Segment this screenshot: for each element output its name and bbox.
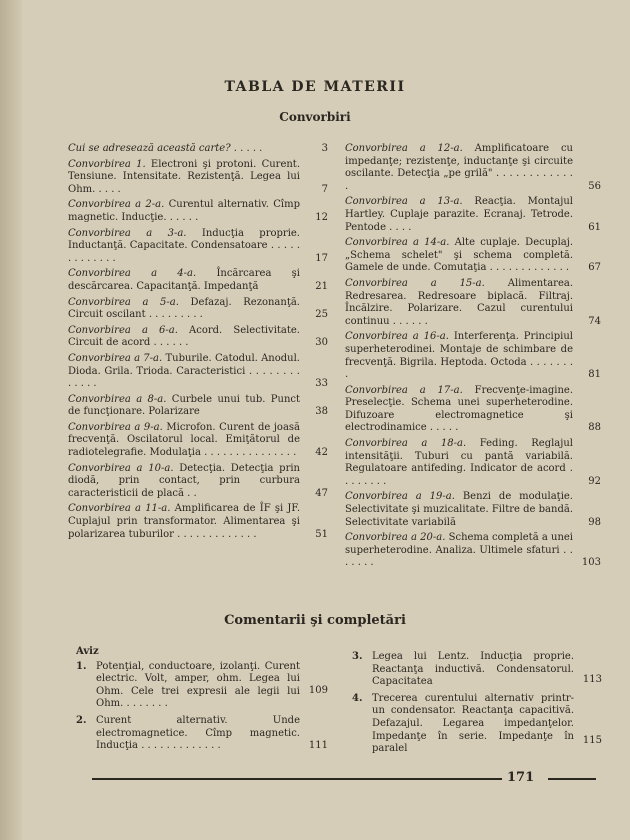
entry-page: 51 [315,528,328,540]
commentary-item [352,651,602,689]
entry-text: Feding. Reglajul intensităţii. Tuburi cu pantă variabilă. Regulatoare antifeding. Indicator de acord . . . . . . . . [345,438,573,487]
item-page: 113 [582,674,602,686]
entry-page: 92 [588,475,601,487]
entry-page: 56 [588,180,601,192]
toc-entry [68,503,328,541]
toc-entry [68,297,328,322]
item-number: 3. [352,651,363,662]
entry-text: Inducţia proprie. Inductanţă. Capacitate. Condensatoare . . . . . . . . . . . . . [68,227,300,264]
entry-text: Alimentarea. Redresarea. Redresoare biplacă. Filtraj. Încălzire. Polarizare. Cazul curentului continuu . . . . . . [345,277,573,327]
entry-title: Convorbirea a 18-a. [345,438,467,450]
item-text: Curent alternativ. Unde electromagnetice. Cîmp magnetic. Inducţia . . . . . . . . . . . . . [96,714,300,752]
commentary-item [76,661,328,711]
toc-entry [68,199,328,224]
toc-entry [345,385,601,435]
entry-page: 67 [588,262,601,274]
entry-text: Frecvenţe-imagine. Preselecţie. Schema unei superheterodine. Difuzoare electromagnetice şi electrodinamice . . . . . [345,384,573,434]
toc-entry [68,463,328,501]
toc-entry [345,196,601,234]
entry-title: Convorbirea a 12-a. [345,143,463,154]
entry-title: Convorbirea a 16-a. [345,331,449,343]
commentary-item [352,693,602,756]
entry-page: 74 [588,315,601,327]
toc-entry [68,394,328,419]
entry-page: 38 [315,406,328,418]
entry-page: 88 [588,422,601,434]
toc-entry [68,268,328,293]
entry-text: Reacţia. Montajul Hartley. Cuplaje parazite. Ecranaj. Tetrode. Pentode . . . . [345,196,573,233]
toc-entry [68,143,328,156]
toc-entry [68,228,328,266]
entry-text: . . . . . [230,143,263,154]
entry-page: 61 [588,221,601,233]
item-page: 115 [582,735,602,747]
section-heading-convorbiri: Convorbiri [279,110,351,124]
entry-title: Convorbirea a 10-a. [68,462,174,474]
entry-page: 17 [315,252,328,264]
entry-page: 7 [321,183,328,195]
entry-title: Convorbirea a 20-a. [345,532,446,544]
entry-page: 3 [321,143,328,154]
entry-title: Convorbirea a 6-a. [68,324,178,336]
entry-page: 42 [315,447,328,459]
entry-title: Cui se adresează această carte? [68,143,231,154]
entry-text: Acord. Selectivitate. Circuit de acord . . . . . . [68,324,300,349]
entry-page: 98 [588,516,601,528]
entry-title: Convorbirea a 2-a. [68,199,165,211]
footer-rule-right [548,778,596,780]
entry-text: Curbele unui tub. Punct de funcţionare. Polarizare [68,393,301,418]
toc-entry [345,438,601,488]
toc-entry [345,532,601,570]
toc-entry [345,237,601,275]
entry-text: Detecţia. Detecţia prin diodă, prin contact, prin curbura caracteristicii de placă . . [68,462,300,499]
entry-title: Convorbirea a 17-a. [345,384,463,396]
entry-text: Interferenţa. Principiul superheterodinei. Montaje de schimbare de frecvenţă. Bigrila. Heptoda. Octoda . . . . . . . . [345,331,573,381]
entry-page: 33 [315,378,328,390]
entry-text: Electroni şi protoni. Curent. Tensiune. Intensitate. Rezistenţă. Legea lui Ohm. . . . . [68,158,300,195]
toc-entry [345,278,601,328]
commentary-item [76,715,328,753]
entry-text: Tuburile. Catodul. Anodul. Dioda. Grila. Trioda. Caracteristici . . . . . . . . . . . . . [68,352,300,390]
entry-page: 30 [315,337,328,349]
section-heading-comentarii: Comentarii şi completări [224,613,406,628]
entry-text: Amplificatoare cu impedanţe; rezistenţe, inductanţe şi circuite oscilante. Detecţia „pe grilă" . . . . . . . . . . . . . [345,143,573,192]
entry-text: Benzi de modulaţie. Selectivitate şi muzicalitate. Filtre de bandă. Selectivitate variabilă [345,491,573,528]
entry-page: 103 [581,557,601,569]
toc-title: TABLA DE MATERII [224,79,406,95]
entry-title: Convorbirea 1. [68,158,146,170]
entry-page: 81 [588,369,601,381]
entry-text: Încărcarea şi descărcarea. Capacitanţă. Impedanţă [68,268,300,292]
toc-entry [68,422,328,460]
item-number: 1. [76,660,87,672]
toc-entry [68,353,328,391]
entry-title: Convorbirea a 19-a. [345,491,455,503]
toc-entry [345,491,601,529]
entry-page: 21 [315,280,328,292]
page-binding-shadow [0,0,22,840]
aviz-label: Aviz [76,646,99,657]
entry-title: Convorbirea a 8-a. [68,393,167,405]
entry-page: 47 [315,487,328,499]
toc-entry [68,159,328,197]
entry-text: Microfon. Curent de joasă frecvenţă. Oscilatorul local. Emiţătorul de radiotelegrafie. Modulaţia . . . . . . . . . . . . . . . [68,421,301,459]
entry-title: Convorbirea a 9-a. [68,421,163,433]
item-page: 111 [308,740,328,752]
item-text: Potenţial, conductoare, izolanţi. Curent electric. Volt, amper, ohm. Legea lui Ohm. Cele trei expresii ale legii lui Ohm. . . . . . . . [96,660,300,710]
entry-title: Convorbirea a 3-a. [68,227,187,239]
footer-rule-left [92,778,502,780]
item-text: Legea lui Lentz. Inducţia proprie. Reactanţa inductivă. Condensatorul. Capacitatea [372,651,574,688]
page-number: 171 [507,770,535,785]
commentary-right-column [352,651,602,760]
entry-title: Convorbirea a 13-a. [345,196,463,208]
entry-title: Convorbirea a 15-a. [345,277,485,289]
entry-page: 12 [315,211,328,223]
toc-entry [345,331,601,381]
entry-page: 25 [315,309,328,321]
entry-text: Alte cuplaje. Decuplaj. „Schema schelet" şi schema completă. Gamele de unde. Comutaţia . . . . . . . . . . . . . [345,237,574,274]
entry-title: Convorbirea a 14-a. [345,237,450,249]
entry-title: Convorbirea a 4-a. [68,268,197,280]
entry-title: Convorbirea a 7-a. [68,352,163,364]
toc-entry [345,143,601,193]
entry-title: Convorbirea a 11-a. [68,503,171,515]
item-number: 2. [76,714,87,726]
toc-entry [68,325,328,350]
commentary-left-column [76,646,328,757]
toc-right-column [345,143,601,573]
toc-left-column [68,143,328,544]
entry-text: Curentul alternativ. Cîmp magnetic. Inducţie. . . . . . [68,199,300,223]
entry-text: Schema completă a unei superheterodine. Analiza. Ultimele sfaturi . . . . . . . [345,532,574,569]
entry-text: Amplificarea de ÎF şi JF. Cuplajul prin transformator. Alimentarea şi polarizarea tuburilor . . . . . . . . . . . . . [68,503,300,540]
entry-title: Convorbirea a 5-a. [68,296,179,308]
item-number: 4. [352,692,363,704]
entry-text: Defazaj. Rezonanţă. Circuit oscilant . . . . . . . . . [68,296,300,321]
item-text: Trecerea curentului alternativ printr-un condensator. Reactanţa capacitivă. Defazajul. Legarea impedanţelor. Impedanţe în serie. Impedanţe în paralel [372,692,574,755]
item-page: 109 [308,685,328,697]
